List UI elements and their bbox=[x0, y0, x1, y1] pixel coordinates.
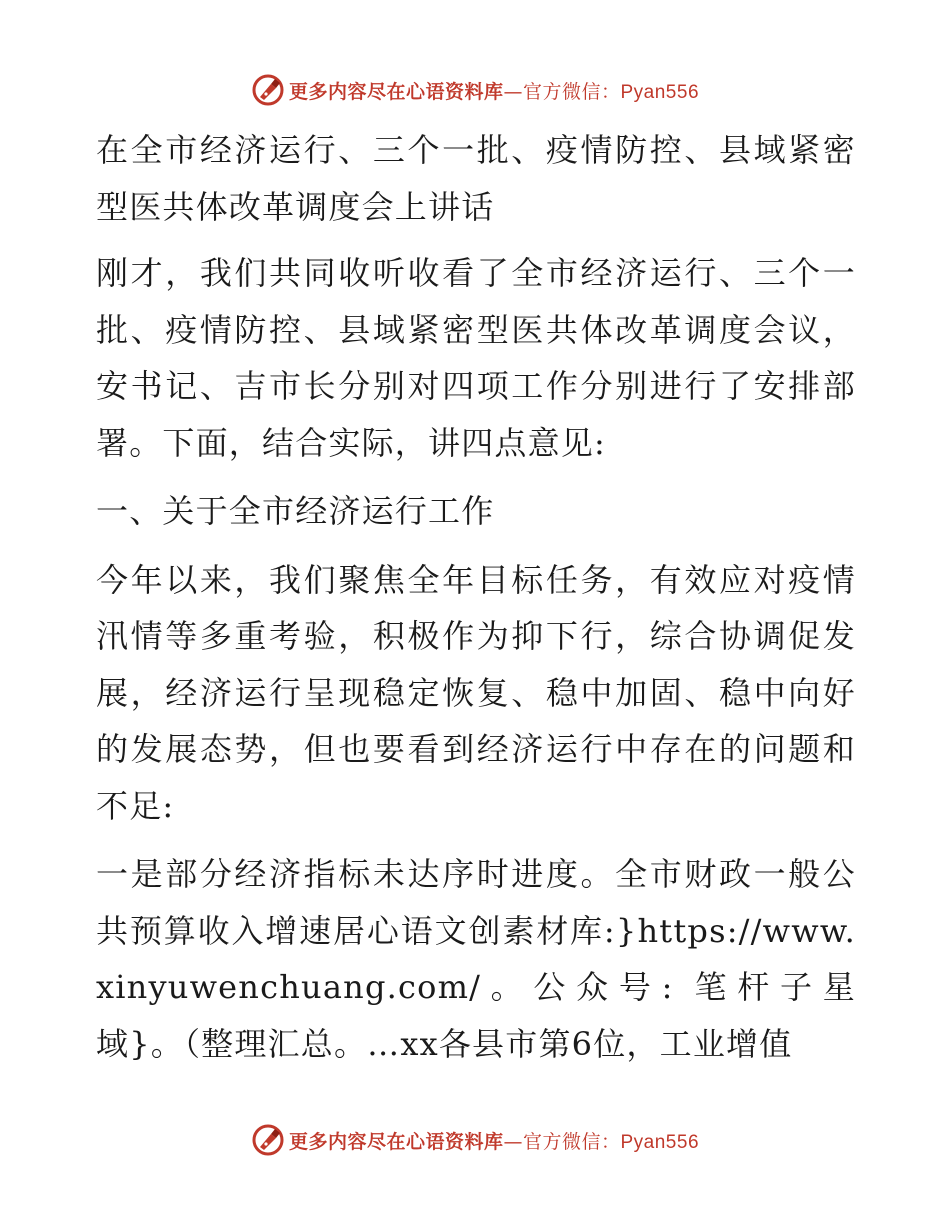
watermark-wechat-id: Pyan556 bbox=[620, 1131, 700, 1153]
watermark-banner-bottom bbox=[0, 1120, 950, 1160]
paragraph-2: 今年以来，我们聚焦全年目标任务，有效应对疫情汛情等多重考验，积极作为抑下行，综合协调促发展，经济运行呈现稳定恢复、稳中加固、稳中向好的发展态势，但也要看到经济运行中存在的问题和不足: bbox=[96, 560, 856, 825]
watermark-main-text: 更多内容尽在心语资料库 bbox=[288, 1130, 504, 1153]
pen-nib-logo-icon bbox=[251, 73, 285, 107]
paragraph-3: 一是部分经济指标未达序时进度。全市财政一般公共预算收入增速居心语文创素材库:}https://www.xinyuwenchuang.com/。公众号: 笔杆子星域}。（整理汇总。…xx各县市第6位，工业增值 bbox=[96, 855, 856, 1063]
watermark-separator: — bbox=[503, 1130, 523, 1153]
watermark-separator: — bbox=[503, 80, 523, 103]
watermark-wechat-label: 官方微信： bbox=[522, 1130, 621, 1153]
pen-nib-logo-icon bbox=[251, 1123, 285, 1157]
document-body bbox=[96, 122, 856, 1072]
paragraph-1: 刚才，我们共同收听收看了全市经济运行、三个一批、疫情防控、县域紧密型医共体改革调度会议，安书记、吉市长分别对四项工作分别进行了安排部署。下面，结合实际，讲四点意见: bbox=[96, 254, 856, 462]
watermark-banner-top bbox=[0, 70, 950, 110]
watermark-wechat-id: Pyan556 bbox=[620, 81, 700, 103]
document-title: 在全市经济运行、三个一批、疫情防控、县域紧密型医共体改革调度会上讲话 bbox=[96, 131, 856, 226]
watermark-main-text: 更多内容尽在心语资料库 bbox=[288, 80, 504, 103]
section-heading-1: 一、关于全市经济运行工作 bbox=[96, 492, 495, 530]
watermark-wechat-label: 官方微信： bbox=[522, 80, 621, 103]
